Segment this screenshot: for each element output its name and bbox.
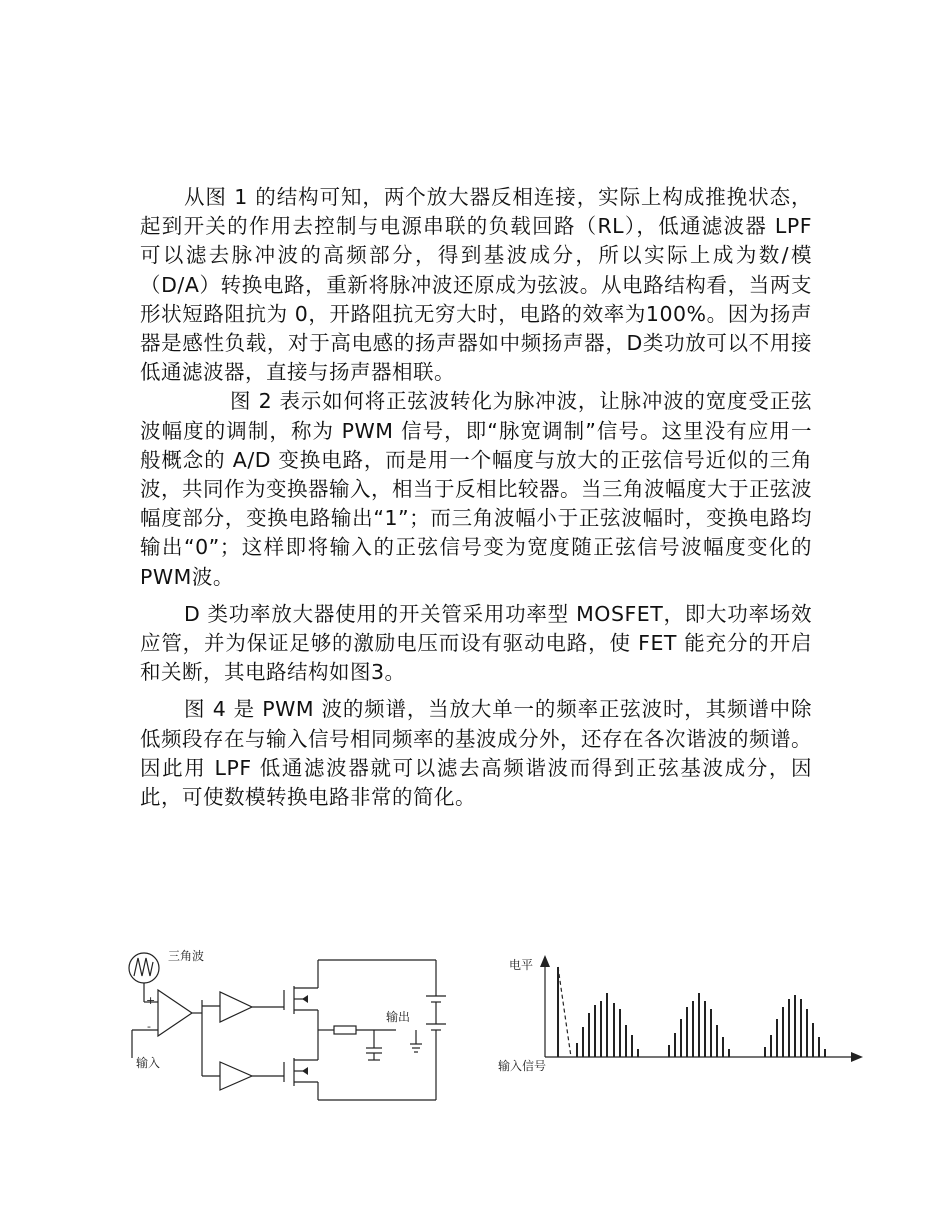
paragraph-4: 图 4 是 PWM 波的频谱，当放大单一的频率正弦波时，其频谱中除低频段存在与输入信号相同频率的基波成分外，还存在各次谐波的频谱。因此用 LPF 低通滤波器就可以滤去高频谐波而得到正弦基波成分，因此，可使数模转换电路非常的简化。: [140, 697, 812, 810]
paragraph-2: 图 2 表示如何将正弦波转化为脉冲波，让脉冲波的宽度受正弦波幅度的调制，称为 PWM 信号，即“脉宽调制”信号。这里没有应用一般概念的 A/D 变换电路，而是用一个幅度与放大的正弦信号近似的三角波，共同作为变换器输入，相当于反相比较器。当三角波幅度大于正弦波幅度部分，变换电路输出“1”；而三角波幅小于正弦波幅时，变换电路均输出“0”；这样即将输入的正弦信号变为宽度随正弦信号波幅度变化的PWM波。: [140, 389, 812, 589]
driver-bottom-symbol: [220, 1062, 252, 1090]
paragraph-1: 从图 1 的结构可知，两个放大器反相连接，实际上构成推挽状态，起到开关的作用去控制与电源串联的负载回路（RL），低通滤波器 LPF 可以滤去脉冲波的高频部分，得到基波成分，所以实际上成为数/模（D/A）转换电路，重新将脉冲波还原成为弦波。从电路结构看，当两支形状短路阻抗为 0，开路阻抗无穷大时，电路的效率为100%。因为扬声器是感性负载，对于高电感的扬声器如中频扬声器，D类功放可以不用接低通滤波器，直接与扬声器相联。: [140, 185, 812, 385]
circuit-diagram: [120, 940, 450, 1110]
spectrum-lines: [558, 967, 825, 1057]
paragraph-3: D 类功率放大器使用的开关管采用功率型 MOSFET，即大功率场效应管，并为保证足够的激励电压而设有驱动电路，使 FET 能充分的开启和关断，其电路结构如图3。: [140, 601, 812, 685]
body-text: [140, 183, 812, 812]
comparator-symbol: [158, 990, 192, 1036]
x-axis-label: 输入信号: [498, 1059, 547, 1073]
minus-sign: -: [147, 1020, 151, 1033]
input-label: 输入: [136, 1056, 161, 1070]
resistor-symbol: [334, 1026, 356, 1034]
output-label: 输出: [386, 1010, 411, 1024]
triangle-wave-label: 三角波: [168, 949, 205, 963]
y-axis-label: 电平: [509, 958, 534, 972]
plus-sign: +: [146, 994, 156, 1007]
pwm-spectrum: [495, 945, 865, 1080]
driver-top-symbol: [220, 992, 252, 1022]
